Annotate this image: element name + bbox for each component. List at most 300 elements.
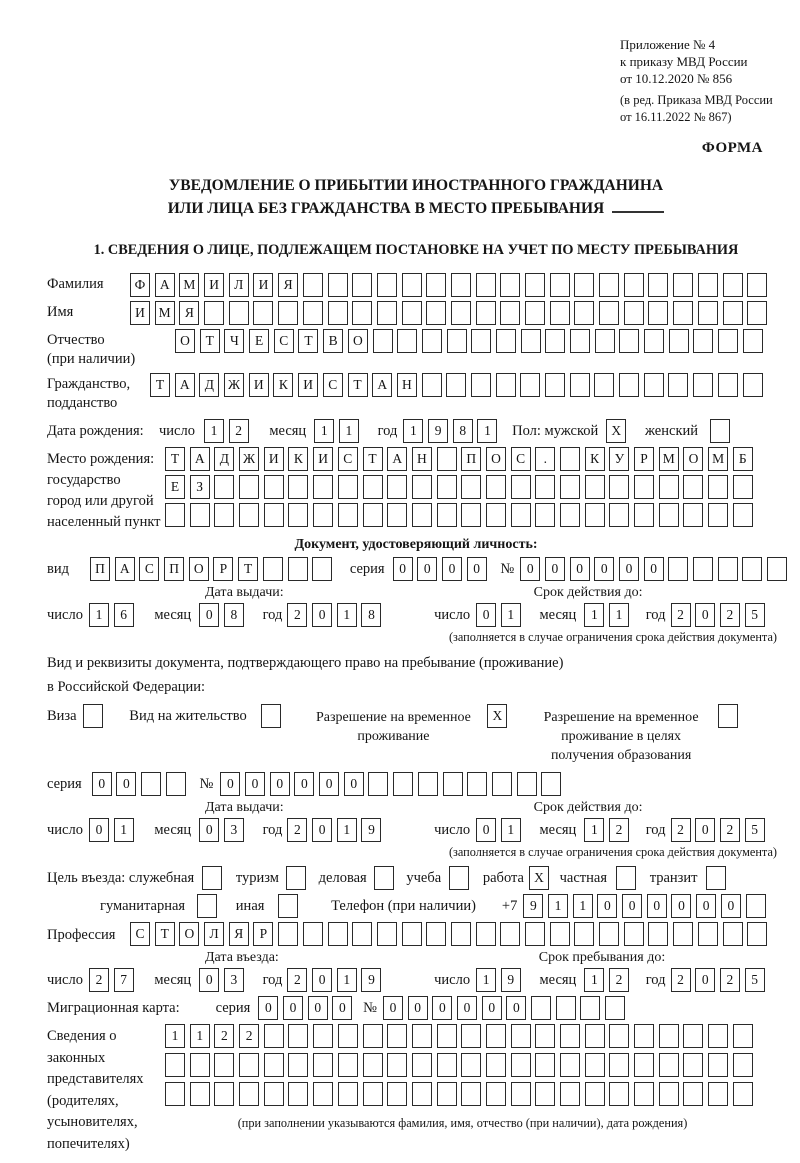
form-cell[interactable]: Ф [130, 273, 150, 297]
form-cell[interactable] [363, 503, 383, 527]
form-cell[interactable] [313, 1053, 333, 1077]
form-cell[interactable]: 0 [695, 603, 715, 627]
form-cell[interactable]: 0 [199, 603, 219, 627]
form-cell[interactable]: 0 [92, 772, 112, 796]
form-cell[interactable]: 9 [501, 968, 521, 992]
form-cell[interactable] [673, 922, 693, 946]
form-cell[interactable] [541, 772, 561, 796]
form-cell[interactable]: 2 [609, 818, 629, 842]
form-cell[interactable] [634, 475, 654, 499]
form-cell[interactable]: 8 [453, 419, 473, 443]
form-cell[interactable]: 0 [220, 772, 240, 796]
form-cell[interactable]: И [130, 301, 150, 325]
form-cell[interactable] [486, 475, 506, 499]
form-cell[interactable] [535, 1082, 555, 1106]
form-cell[interactable]: 0 [696, 894, 716, 918]
form-cell[interactable] [609, 1024, 629, 1048]
form-cell[interactable]: 1 [114, 818, 134, 842]
form-cell[interactable] [278, 301, 298, 325]
form-cell[interactable] [599, 922, 619, 946]
form-cell[interactable]: А [155, 273, 175, 297]
form-cell[interactable]: 0 [721, 894, 741, 918]
form-cell[interactable] [585, 1053, 605, 1077]
form-cell[interactable] [545, 329, 565, 353]
form-cell[interactable] [659, 475, 679, 499]
form-cell[interactable] [550, 922, 570, 946]
form-cell[interactable]: 9 [361, 818, 381, 842]
form-cell[interactable] [560, 1053, 580, 1077]
form-cell[interactable]: 0 [258, 996, 278, 1020]
form-cell[interactable] [723, 301, 743, 325]
form-cell[interactable] [338, 1024, 358, 1048]
form-cell[interactable] [264, 1053, 284, 1077]
form-cell[interactable] [599, 273, 619, 297]
form-cell[interactable] [165, 503, 185, 527]
form-cell[interactable] [500, 922, 520, 946]
form-cell[interactable]: С [338, 447, 358, 471]
form-cell[interactable]: О [179, 922, 199, 946]
form-cell[interactable] [387, 1024, 407, 1048]
form-cell[interactable] [624, 273, 644, 297]
form-cell[interactable] [239, 1053, 259, 1077]
checkbox-other[interactable] [278, 894, 298, 918]
form-cell[interactable] [492, 772, 512, 796]
form-cell[interactable] [496, 329, 516, 353]
form-cell[interactable]: 1 [339, 419, 359, 443]
form-cell[interactable]: 5 [745, 818, 765, 842]
form-cell[interactable] [165, 1082, 185, 1106]
form-cell[interactable]: С [139, 557, 159, 581]
form-cell[interactable] [418, 772, 438, 796]
form-cell[interactable]: 0 [482, 996, 502, 1020]
form-cell[interactable] [659, 1082, 679, 1106]
form-cell[interactable]: 2 [287, 818, 307, 842]
form-cell[interactable]: 0 [644, 557, 664, 581]
form-cell[interactable] [659, 1053, 679, 1077]
form-cell[interactable]: Т [348, 373, 368, 397]
form-cell[interactable]: М [659, 447, 679, 471]
form-cell[interactable] [476, 301, 496, 325]
form-cell[interactable] [312, 557, 332, 581]
checkbox-private[interactable] [616, 866, 636, 890]
form-cell[interactable] [560, 503, 580, 527]
form-cell[interactable]: В [323, 329, 343, 353]
form-cell[interactable]: Л [229, 273, 249, 297]
form-cell[interactable] [426, 273, 446, 297]
form-cell[interactable]: М [708, 447, 728, 471]
form-cell[interactable]: М [155, 301, 175, 325]
form-cell[interactable] [476, 273, 496, 297]
form-cell[interactable]: 1 [89, 603, 109, 627]
form-cell[interactable]: 1 [501, 818, 521, 842]
form-cell[interactable]: 0 [467, 557, 487, 581]
form-cell[interactable] [648, 301, 668, 325]
form-cell[interactable]: О [486, 447, 506, 471]
form-cell[interactable]: Р [213, 557, 233, 581]
form-cell[interactable]: Б [733, 447, 753, 471]
form-cell[interactable]: О [189, 557, 209, 581]
form-cell[interactable] [580, 996, 600, 1020]
form-cell[interactable]: Ж [224, 373, 244, 397]
form-cell[interactable] [708, 475, 728, 499]
checkbox-male[interactable]: X [606, 419, 626, 443]
form-cell[interactable]: 2 [720, 603, 740, 627]
form-cell[interactable] [683, 1053, 703, 1077]
form-cell[interactable]: 0 [457, 996, 477, 1020]
form-cell[interactable] [190, 503, 210, 527]
form-cell[interactable] [338, 1053, 358, 1077]
form-cell[interactable] [648, 922, 668, 946]
form-cell[interactable]: 3 [224, 818, 244, 842]
form-cell[interactable] [377, 922, 397, 946]
form-cell[interactable] [214, 475, 234, 499]
form-cell[interactable] [683, 475, 703, 499]
form-cell[interactable]: Д [214, 447, 234, 471]
form-cell[interactable]: А [387, 447, 407, 471]
form-cell[interactable] [511, 1053, 531, 1077]
form-cell[interactable] [377, 273, 397, 297]
form-cell[interactable]: 0 [417, 557, 437, 581]
form-cell[interactable] [668, 557, 688, 581]
form-cell[interactable]: 1 [337, 818, 357, 842]
form-cell[interactable]: 1 [190, 1024, 210, 1048]
form-cell[interactable]: 2 [214, 1024, 234, 1048]
form-cell[interactable] [767, 557, 787, 581]
form-cell[interactable] [673, 301, 693, 325]
form-cell[interactable] [550, 273, 570, 297]
form-cell[interactable] [619, 373, 639, 397]
checkbox-work[interactable]: X [529, 866, 549, 890]
form-cell[interactable] [437, 447, 457, 471]
form-cell[interactable] [644, 373, 664, 397]
form-cell[interactable] [165, 1053, 185, 1077]
form-cell[interactable] [387, 1082, 407, 1106]
form-cell[interactable] [467, 772, 487, 796]
checkbox-temp-permit-edu[interactable] [718, 704, 738, 728]
form-cell[interactable] [595, 329, 615, 353]
form-cell[interactable]: 5 [745, 603, 765, 627]
form-cell[interactable]: 0 [695, 818, 715, 842]
form-cell[interactable] [486, 1053, 506, 1077]
form-cell[interactable] [693, 373, 713, 397]
form-cell[interactable] [264, 503, 284, 527]
form-cell[interactable] [545, 373, 565, 397]
form-cell[interactable] [747, 301, 767, 325]
form-cell[interactable] [461, 1082, 481, 1106]
form-cell[interactable]: Т [165, 447, 185, 471]
form-cell[interactable]: 0 [545, 557, 565, 581]
form-cell[interactable]: С [130, 922, 150, 946]
form-cell[interactable]: 1 [337, 968, 357, 992]
form-cell[interactable] [718, 329, 738, 353]
form-cell[interactable] [683, 1024, 703, 1048]
form-cell[interactable] [560, 447, 580, 471]
form-cell[interactable] [239, 1082, 259, 1106]
form-cell[interactable]: 1 [573, 894, 593, 918]
form-cell[interactable] [511, 475, 531, 499]
form-cell[interactable]: 6 [114, 603, 134, 627]
form-cell[interactable]: 8 [361, 603, 381, 627]
form-cell[interactable] [698, 273, 718, 297]
form-cell[interactable] [451, 273, 471, 297]
form-cell[interactable] [511, 1024, 531, 1048]
form-cell[interactable] [166, 772, 186, 796]
form-cell[interactable] [525, 301, 545, 325]
form-cell[interactable] [520, 373, 540, 397]
form-cell[interactable] [278, 922, 298, 946]
form-cell[interactable] [387, 1053, 407, 1077]
form-cell[interactable]: И [253, 273, 273, 297]
form-cell[interactable] [412, 1024, 432, 1048]
form-cell[interactable] [535, 503, 555, 527]
form-cell[interactable] [683, 503, 703, 527]
checkbox-tourism[interactable] [286, 866, 306, 890]
form-cell[interactable] [264, 475, 284, 499]
form-cell[interactable] [624, 922, 644, 946]
form-cell[interactable]: . [535, 447, 555, 471]
form-cell[interactable]: Е [249, 329, 269, 353]
form-cell[interactable] [426, 301, 446, 325]
form-cell[interactable] [500, 301, 520, 325]
form-cell[interactable] [535, 475, 555, 499]
form-cell[interactable]: Т [150, 373, 170, 397]
form-cell[interactable] [560, 475, 580, 499]
form-cell[interactable] [698, 301, 718, 325]
form-cell[interactable] [288, 1082, 308, 1106]
form-cell[interactable]: Ж [239, 447, 259, 471]
form-cell[interactable] [412, 1053, 432, 1077]
checkbox-temp-permit[interactable]: X [487, 704, 507, 728]
form-cell[interactable]: Н [397, 373, 417, 397]
form-cell[interactable]: К [288, 447, 308, 471]
form-cell[interactable] [560, 1082, 580, 1106]
form-cell[interactable]: 2 [229, 419, 249, 443]
form-cell[interactable] [363, 1024, 383, 1048]
form-cell[interactable]: 1 [584, 968, 604, 992]
checkbox-female[interactable] [710, 419, 730, 443]
form-cell[interactable] [556, 996, 576, 1020]
form-cell[interactable] [698, 922, 718, 946]
form-cell[interactable]: 2 [720, 968, 740, 992]
form-cell[interactable] [471, 373, 491, 397]
form-cell[interactable] [486, 1082, 506, 1106]
form-cell[interactable] [190, 1053, 210, 1077]
form-cell[interactable]: 0 [312, 968, 332, 992]
form-cell[interactable]: 1 [584, 603, 604, 627]
form-cell[interactable]: 0 [245, 772, 265, 796]
form-cell[interactable] [447, 329, 467, 353]
form-cell[interactable]: 2 [89, 968, 109, 992]
form-cell[interactable]: Л [204, 922, 224, 946]
form-cell[interactable] [476, 922, 496, 946]
form-cell[interactable]: 1 [477, 419, 497, 443]
form-cell[interactable]: 0 [383, 996, 403, 1020]
form-cell[interactable]: И [249, 373, 269, 397]
form-cell[interactable] [461, 475, 481, 499]
form-cell[interactable] [742, 557, 762, 581]
form-cell[interactable]: 0 [597, 894, 617, 918]
form-cell[interactable] [708, 503, 728, 527]
form-cell[interactable] [352, 301, 372, 325]
form-cell[interactable]: 1 [337, 603, 357, 627]
form-cell[interactable]: Т [155, 922, 175, 946]
form-cell[interactable] [486, 1024, 506, 1048]
form-cell[interactable] [214, 503, 234, 527]
form-cell[interactable] [263, 557, 283, 581]
form-cell[interactable]: 0 [89, 818, 109, 842]
form-cell[interactable]: И [298, 373, 318, 397]
form-cell[interactable] [535, 1053, 555, 1077]
form-cell[interactable] [214, 1053, 234, 1077]
form-cell[interactable]: 1 [501, 603, 521, 627]
form-cell[interactable] [363, 1082, 383, 1106]
form-cell[interactable] [733, 503, 753, 527]
form-cell[interactable]: 0 [695, 968, 715, 992]
form-cell[interactable] [264, 1024, 284, 1048]
form-cell[interactable] [634, 1082, 654, 1106]
form-cell[interactable] [338, 475, 358, 499]
form-cell[interactable] [446, 373, 466, 397]
form-cell[interactable] [437, 475, 457, 499]
form-cell[interactable]: 0 [199, 818, 219, 842]
form-cell[interactable] [328, 922, 348, 946]
form-cell[interactable] [550, 301, 570, 325]
form-cell[interactable] [486, 503, 506, 527]
form-cell[interactable] [190, 1082, 210, 1106]
form-cell[interactable]: 2 [671, 968, 691, 992]
form-cell[interactable] [743, 329, 763, 353]
form-cell[interactable]: 0 [432, 996, 452, 1020]
form-cell[interactable] [693, 557, 713, 581]
form-cell[interactable]: 0 [506, 996, 526, 1020]
form-cell[interactable] [303, 922, 323, 946]
form-cell[interactable]: 0 [344, 772, 364, 796]
form-cell[interactable] [517, 772, 537, 796]
form-cell[interactable] [214, 1082, 234, 1106]
form-cell[interactable] [574, 273, 594, 297]
form-cell[interactable] [511, 503, 531, 527]
form-cell[interactable] [363, 1053, 383, 1077]
form-cell[interactable] [570, 373, 590, 397]
form-cell[interactable] [387, 475, 407, 499]
form-cell[interactable]: 9 [428, 419, 448, 443]
form-cell[interactable] [264, 1082, 284, 1106]
form-cell[interactable]: А [372, 373, 392, 397]
form-cell[interactable]: 7 [114, 968, 134, 992]
form-cell[interactable] [708, 1082, 728, 1106]
form-cell[interactable]: М [179, 273, 199, 297]
form-cell[interactable] [659, 1024, 679, 1048]
form-cell[interactable]: 0 [570, 557, 590, 581]
form-cell[interactable] [204, 301, 224, 325]
form-cell[interactable] [412, 503, 432, 527]
form-cell[interactable]: 0 [442, 557, 462, 581]
form-cell[interactable] [471, 329, 491, 353]
form-cell[interactable] [733, 1024, 753, 1048]
form-cell[interactable] [437, 503, 457, 527]
form-cell[interactable] [338, 1082, 358, 1106]
form-cell[interactable]: Т [298, 329, 318, 353]
form-cell[interactable] [609, 1053, 629, 1077]
form-cell[interactable]: 1 [609, 603, 629, 627]
form-cell[interactable] [531, 996, 551, 1020]
form-cell[interactable]: 0 [312, 818, 332, 842]
form-cell[interactable] [412, 1082, 432, 1106]
form-cell[interactable]: И [264, 447, 284, 471]
form-cell[interactable]: А [115, 557, 135, 581]
form-cell[interactable] [535, 1024, 555, 1048]
form-cell[interactable] [747, 273, 767, 297]
form-cell[interactable] [683, 1082, 703, 1106]
form-cell[interactable] [387, 503, 407, 527]
checkbox-business[interactable] [374, 866, 394, 890]
form-cell[interactable] [288, 475, 308, 499]
form-cell[interactable] [253, 301, 273, 325]
form-cell[interactable] [644, 329, 664, 353]
form-cell[interactable]: 0 [393, 557, 413, 581]
form-cell[interactable] [585, 475, 605, 499]
form-cell[interactable] [609, 1082, 629, 1106]
form-cell[interactable] [599, 301, 619, 325]
form-cell[interactable]: 1 [548, 894, 568, 918]
form-cell[interactable]: П [461, 447, 481, 471]
form-cell[interactable] [585, 1024, 605, 1048]
form-cell[interactable]: 1 [476, 968, 496, 992]
form-cell[interactable]: О [348, 329, 368, 353]
form-cell[interactable]: 0 [520, 557, 540, 581]
form-cell[interactable] [693, 329, 713, 353]
form-cell[interactable] [668, 373, 688, 397]
form-cell[interactable] [328, 301, 348, 325]
form-cell[interactable]: 1 [204, 419, 224, 443]
form-cell[interactable] [521, 329, 541, 353]
form-cell[interactable]: 0 [594, 557, 614, 581]
form-cell[interactable] [288, 503, 308, 527]
form-cell[interactable] [574, 922, 594, 946]
form-cell[interactable]: Я [179, 301, 199, 325]
form-cell[interactable]: 2 [720, 818, 740, 842]
form-cell[interactable] [718, 557, 738, 581]
form-cell[interactable] [634, 1053, 654, 1077]
form-cell[interactable]: 0 [619, 557, 639, 581]
form-cell[interactable] [648, 273, 668, 297]
form-cell[interactable]: О [683, 447, 703, 471]
form-cell[interactable] [594, 373, 614, 397]
form-cell[interactable] [313, 503, 333, 527]
form-cell[interactable] [437, 1082, 457, 1106]
form-cell[interactable] [634, 1024, 654, 1048]
form-cell[interactable]: Т [238, 557, 258, 581]
form-cell[interactable]: К [585, 447, 605, 471]
form-cell[interactable]: 1 [584, 818, 604, 842]
form-cell[interactable] [451, 301, 471, 325]
form-cell[interactable] [733, 1082, 753, 1106]
form-cell[interactable] [500, 273, 520, 297]
form-cell[interactable] [313, 1024, 333, 1048]
title-blank-line[interactable] [612, 197, 664, 213]
form-cell[interactable]: 2 [671, 818, 691, 842]
form-cell[interactable] [619, 329, 639, 353]
form-cell[interactable]: 2 [671, 603, 691, 627]
form-cell[interactable] [313, 1082, 333, 1106]
form-cell[interactable]: Т [200, 329, 220, 353]
form-cell[interactable]: Р [634, 447, 654, 471]
form-cell[interactable] [585, 503, 605, 527]
form-cell[interactable] [368, 772, 388, 796]
form-cell[interactable] [461, 503, 481, 527]
form-cell[interactable] [443, 772, 463, 796]
form-cell[interactable] [352, 273, 372, 297]
